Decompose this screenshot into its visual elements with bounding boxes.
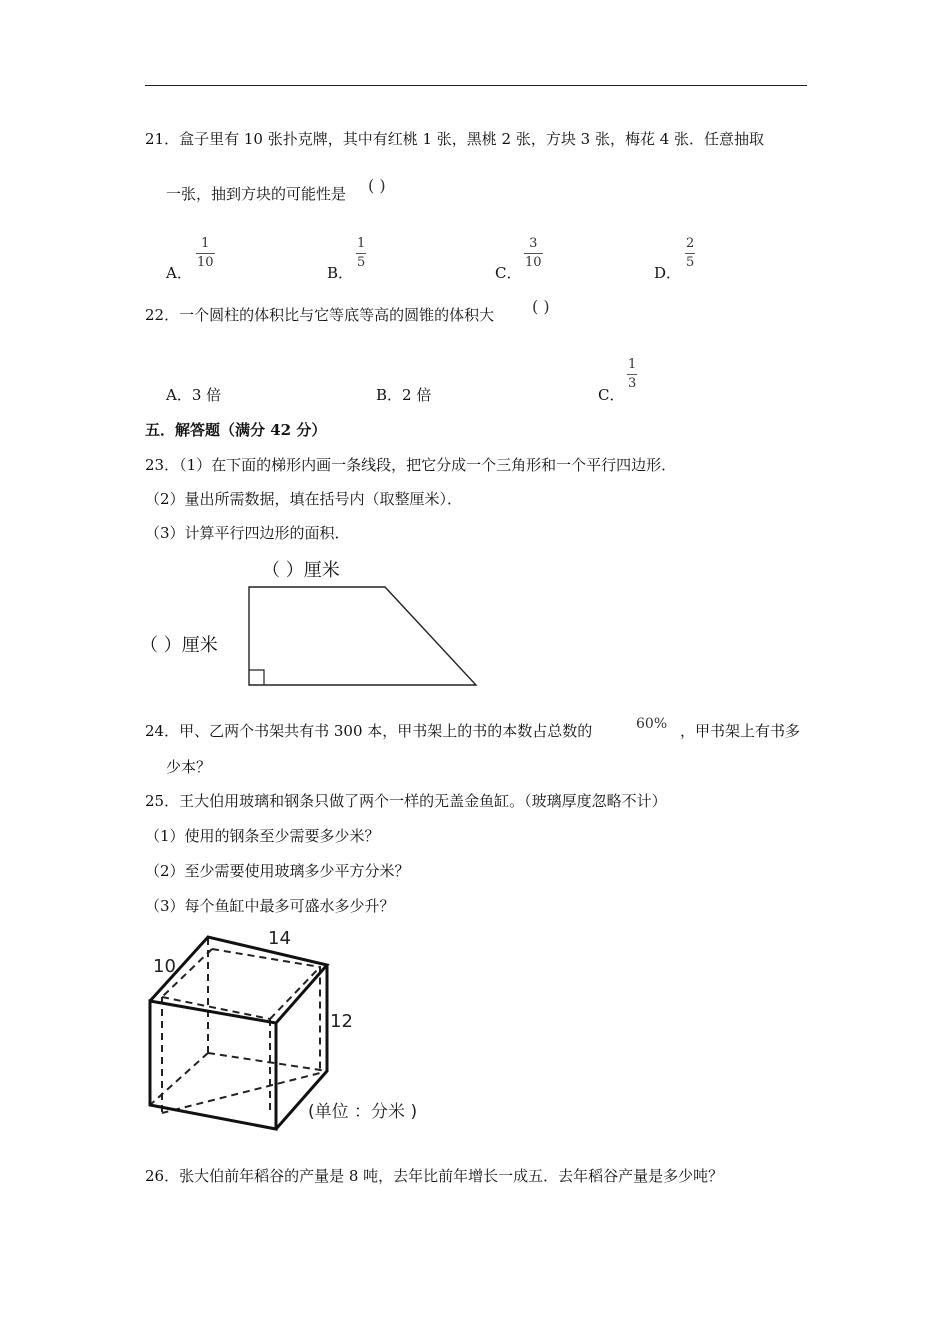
q21-line1: 21．盒子里有 10 张扑克牌，其中有红桃 1 张，黑桃 2 张，方块 3 张，梅花 4 张．任意抽取: [145, 130, 765, 148]
q21-option-b-den: 5: [357, 255, 366, 270]
q21-option-b-fraction: [356, 237, 366, 270]
q25-line2: （1）使用的钢条至少需要多少米？: [145, 827, 380, 845]
q24-line2: 少本？: [166, 758, 212, 776]
trapezoid-figure: [245, 584, 481, 690]
q25-line1: 25．王大伯用玻璃和钢条只做了两个一样的无盖金鱼缸。（玻璃厚度忽略不计）: [145, 792, 667, 810]
q22-option-a: A．3 倍: [166, 386, 222, 404]
q21-option-a-num: 1: [201, 236, 210, 251]
q24-line1b: ，甲书架上有书多: [680, 722, 801, 740]
cuboid-figure: [140, 925, 485, 1137]
q21-option-c-fraction: [524, 237, 543, 270]
q22-option-c-num: 1: [628, 357, 637, 372]
q24-percent: 60%: [636, 716, 668, 732]
q21-answer-blank: ( ): [368, 176, 386, 195]
q23-left-measure-label: （ ）厘米: [140, 635, 218, 656]
cuboid-hidden-edges: [150, 937, 327, 1113]
q22-option-b: B．2 倍: [376, 386, 432, 404]
trapezoid-outline: [249, 587, 476, 685]
q21-option-c-den: 10: [525, 255, 542, 270]
q21-option-d-label: D．: [654, 264, 682, 282]
q21-option-d-den: 5: [686, 255, 695, 270]
q23-line1: 23．（1）在下面的梯形内画一条线段，把它分成一个三角形和一个平行四边形．: [145, 456, 677, 474]
q23-top-measure-label: （ ）厘米: [262, 560, 340, 581]
q22-option-c-den: 3: [628, 376, 637, 391]
q21-option-b-label: B．: [327, 264, 354, 282]
q23-line3: （3）计算平行四边形的面积．: [145, 524, 350, 542]
q25-line3: （2）至少需要使用玻璃多少平方分米？: [145, 862, 410, 880]
q21-option-b-num: 1: [357, 236, 366, 251]
q25-line4: （3）每个鱼缸中最多可盛水多少升？: [145, 897, 395, 915]
unit-label: (单位 ：分米 ): [308, 1102, 418, 1122]
header-rule: [145, 85, 807, 86]
q22-option-c-fraction: [627, 358, 637, 391]
section-five-heading: 五．解答题（满分 42 分）: [145, 421, 327, 439]
q21-option-a-label: A．: [166, 264, 192, 282]
q24-line1a: 24．甲、乙两个书架共有书 300 本，甲书架上的书的本数占总数的: [145, 722, 593, 740]
q21-option-a-den: 10: [197, 255, 214, 270]
q21-option-c-label: C．: [495, 264, 522, 282]
q23-line2: （2）量出所需数据，填在括号内（取整厘米）．: [145, 490, 463, 508]
q21-line2: 一张，抽到方块的可能性是: [166, 185, 347, 203]
right-angle-marker: [249, 670, 264, 685]
cuboid-visible-edges: [150, 937, 327, 1129]
dim-height-label: 12: [330, 1011, 353, 1032]
q21-option-d-fraction: [685, 237, 695, 270]
q26-line1: 26．张大伯前年稻谷的产量是 8 吨，去年比前年增长一成五．去年稻谷产量是多少吨？: [145, 1167, 724, 1185]
q22-line1: 22．一个圆柱的体积比与它等底等高的圆锥的体积大: [145, 306, 495, 324]
dim-length-label: 14: [268, 928, 291, 949]
q21-option-a-fraction: [196, 237, 215, 270]
dim-width-label: 10: [153, 956, 176, 977]
q21-option-d-num: 2: [686, 236, 695, 251]
q22-option-c-label: C．: [598, 386, 625, 404]
q22-answer-blank: ( ): [532, 297, 550, 316]
q21-option-c-num: 3: [529, 236, 538, 251]
